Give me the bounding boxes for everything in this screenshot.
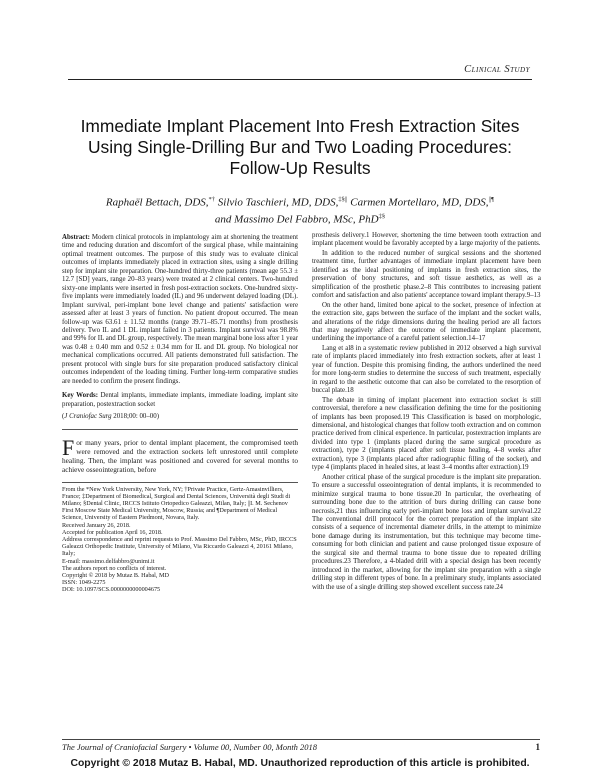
- author-affiliation: ‡§||: [338, 196, 348, 203]
- footnote-received: Received January 26, 2018.: [62, 521, 131, 529]
- author-affiliation: *†: [208, 196, 216, 203]
- author: Raphaël Bettach, DDS,: [105, 196, 209, 209]
- left-column: [62, 234, 298, 594]
- footer-journal: The Journal of Craniofacial Surgery • Volume 00, Number 00, Month 2018: [62, 742, 318, 752]
- title-line: Immediate Implant Placement Into Fresh Extraction Sites: [80, 116, 520, 136]
- title-line: Using Single-Drilling Bur and Two Loading Procedures:: [87, 137, 513, 157]
- citation-rest: 2018;00: 00–00): [113, 413, 159, 421]
- abstract-text: Modern clinical protocols in implantology aim at shortening the treatment time and reducing duration and discomfort of the surgical phase, while maintaining optimal treatment outcomes. The purpose of this study was to evaluate clinical outcomes of implants immediately placed in extraction sites, using a single drilling step for implant site preparation. One-hundred thirty-three patients (mean age 55.3 ± 12.7 [SD] years, range 20–83 years) were treated at 2 clinical centers. Two-hundred sixty-one implants were inserted in fresh post-extraction sockets. One-hundred sixty-five implants were immediately loaded (IL) and 96 underwent delayed loading (DL). Implant survival, peri-implant bone level change and patients' satisfaction were assessed after at least 3 years of function. No patient dropout occurred. The mean follow-up was 63.61 ± 11.52 months (range 39.71–85.71 months) from prosthesis delivery. Two IL and 1 DL implant failed in 3 patients. Implant survival was 98.8% and 99% for IL and DL group, respectively. The mean marginal bone loss after 1 year was 0.48 ± 0.40 mm and 0.52 ± 0.34 mm for IL and DL group. No biological nor mechanical complications occurred. All patients demonstrated full satisfaction. The present protocol with single burs for site preparation produced satisfactory clinical outcomes independent of the loading timing. Further long-term comparative studies are needed to confirm the present findings.: [62, 234, 298, 385]
- body-paragraph: The debate in timing of implant placement into extraction socket is still controversial, therefore a new classification defining the time for the positioning of implants has been proposed.19 This Classification is based on morphologic, dimensional, and histological changes that follow tooth extraction and on common practice derived from clinical experience. In particular, postextraction implants are divided into type 1 (implants placed during the same surgical procedure as extraction), type 2 (implants placed after soft tissue healing, 4–8 weeks after extraction), type 3 (implants placed after radiographic filling of the socket), and type 4 (implants placed in healed sites, at least 3–4 months after extraction).19: [312, 396, 541, 472]
- footnote-accepted: Accepted for publication April 16, 2018.: [62, 528, 163, 536]
- copyright-notice: Copyright © 2018 Mutaz B. Habal, MD. Unauthorized reproduction of this article is prohibited.: [70, 758, 530, 769]
- author-list: [60, 193, 540, 226]
- body-paragraph: prosthesis delivery.1 However, shortening the time between tooth extraction and implant placement would be favorably accepted by a large majority of the patients.: [312, 232, 541, 248]
- footnote-doi: DOI: 10.1097/SCS.0000000000004675: [62, 586, 161, 594]
- body-paragraph: Another critical phase of the surgical procedure is the implant site preparation. To ensure a successful osseointegration of dental implants, it is recommended to minimize surgical trauma to bone tissue.20 In particular, the overheating of surrounding bone due to the attrition of burs during drilling can cause bone necrosis,21 thus influencing early peri-implant bone loss and implant survival.22 The conventional drill protocol for the correct preparation of the implant site consists of a sequence of incremental diameter drills, in the attempt to minimize bone damage during its instrumentation, but this technique may become time-consuming for both clinician and patient and cause prolonged tissue exposure of the surgical site and thermal trauma to bone tissue due to repeated drilling procedures.23 Therefore, a 4-bladed drill with a special design has been recently introduced in the market, allowing for the implant site preparation with a single drilling step in different types of bone. In a preliminary study, implants associated with the use of a single drilling step showed excellent success rate.24: [312, 473, 541, 591]
- author: Carmen Mortellaro, MD, DDS,: [350, 196, 489, 209]
- article-title: [50, 116, 550, 179]
- body-paragraph: On the other hand, limited bone apical to the socket, presence of infection at the extraction site, gaps between the surface of the implant and the socket walls, and alterations of the ridge dimensions during the healing period are all factors that may negatively affect the outcome of immediate implant placement, underlining the importance of a careful patient selection.14–17: [312, 301, 541, 343]
- title-line: Follow-Up Results: [229, 158, 371, 178]
- citation-journal: J Craniofac Surg: [64, 413, 112, 421]
- footnote-divider: [62, 482, 298, 483]
- footnote-address: Address correspondence and reprint requests to Prof. Massimo Del Fabbro, MSc, PhD, IRCCS Galeazzi Orthopedic Institute, University of Milano, Via Riccardo Galeazzi 4, 20161 Milano, Italy;: [62, 535, 297, 558]
- page-number: 1: [535, 742, 540, 752]
- intro-text: or many years, prior to dental implant placement, the compromised teeth were removed and the extraction sockets left unrestored until complete healing. Then, the implant was positioned and covered for several months to achieve osseointegration, before: [62, 437, 298, 474]
- author-affiliation: ‡§: [378, 212, 386, 220]
- drop-cap: F: [62, 434, 75, 460]
- author: Silvio Taschieri, MD, DDS,: [217, 196, 339, 209]
- abstract: [62, 234, 298, 386]
- author: and Massimo Del Fabbro, MSc, PhD: [214, 213, 379, 226]
- footnote-affiliations: From the *New York University, New York, NY; †Private Practice, Gertz-Amasinvilliers, France; ‡Department of Biomedical, Surgical and Dental Sciences, Università degli Studi di Milano; §Dental Clinic, IRCCS Istituto Ortopedico Galeazzi, Milan, Italy; ||I. M. Sechenov First Moscow State Medical University, Moscow, Russia; and ¶Department of Medical Science, University of Eastern Piedmont, Novara, Italy.: [62, 485, 291, 522]
- abstract-block: [62, 234, 298, 430]
- author-affiliation: ||¶: [488, 196, 495, 203]
- keywords: [62, 392, 298, 409]
- citation: (J Craniofac Surg 2018;00: 00–00): [62, 413, 159, 421]
- keywords-label: Key Words:: [62, 392, 98, 400]
- keywords-text: Dental implants, immediate implants, immediate loading, implant site preparation, postextraction socket: [62, 392, 298, 408]
- footnote-email: E-mail: massimo.delfabbro@unimi.it: [62, 557, 155, 565]
- intro-paragraph: [62, 434, 298, 474]
- body-paragraph: In addition to the reduced number of surgical sessions and the shortened treatment time, further advantages of immediate implant placement have been identified as the ideal positioning of implants in fresh extraction sites, the preservation of bony structures, and soft tissue aesthetics, as well as a simplification of the prosthetic phase.2–8 This contributes to increasing patient comfort and satisfaction and also patients' acceptance toward implant therapy.9–13: [312, 249, 541, 300]
- footer-rule: [62, 739, 540, 740]
- right-column: [312, 232, 541, 593]
- abstract-label: Abstract:: [62, 234, 90, 241]
- header-rule: [68, 79, 532, 80]
- footnote-issn: ISSN: 1049-2275: [62, 579, 106, 587]
- footnote-conflicts: The authors report no conflicts of interest.: [62, 564, 167, 572]
- body-paragraph: Lang et al8 in a systematic review published in 2012 observed a high survival rate of implants placed immediately into fresh extraction sockets, after at least 1 year of function. Despite this promising finding, the authors underlined the need for more long-term studies to determine the success of such treatment, especially in regard to the aesthetic outcome that can also be correlated to the resorption of buccal plate.18: [312, 344, 541, 395]
- footnote-copyright: Copyright © 2018 by Mutaz B. Habal, MD: [62, 571, 169, 579]
- section-label: Clinical Study: [464, 64, 530, 75]
